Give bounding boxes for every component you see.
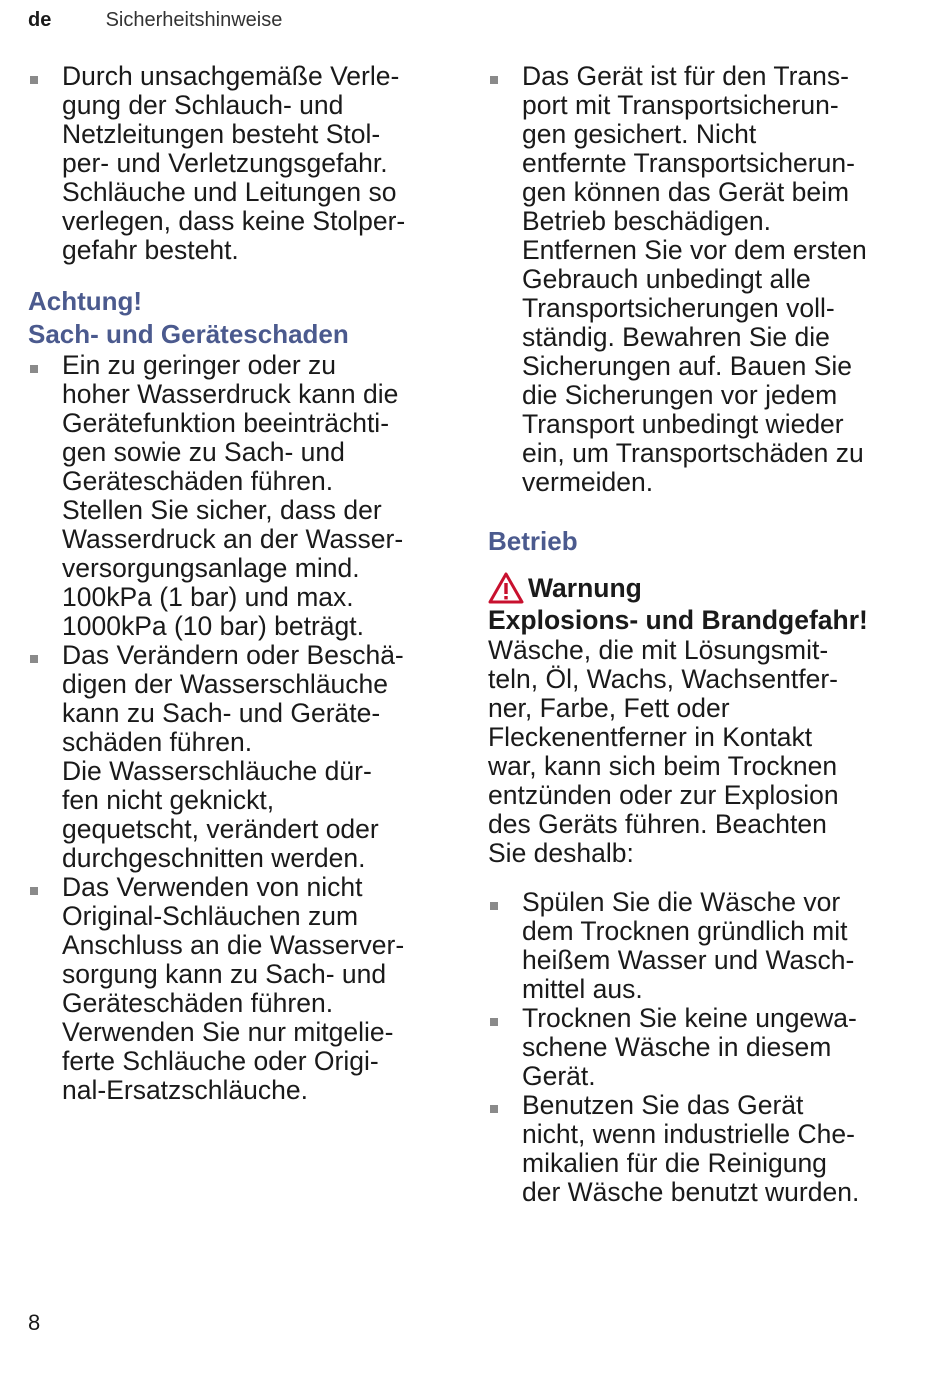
text-line: 100kPa (1 bar) und max. bbox=[62, 582, 354, 612]
list-item bbox=[488, 62, 918, 497]
text-line: Sicherungen auf. Bauen Sie bbox=[522, 351, 853, 381]
list-item-text bbox=[62, 62, 405, 265]
warning-triangle-icon bbox=[488, 572, 524, 604]
list-item-text bbox=[522, 1091, 859, 1207]
text-line: Gerät. bbox=[522, 1061, 596, 1091]
text-line: Betrieb beschädigen. bbox=[522, 206, 771, 236]
page-number: 8 bbox=[28, 1310, 41, 1335]
list-item bbox=[488, 1004, 918, 1091]
text-line: hoher Wasserdruck kann die bbox=[62, 379, 399, 409]
list-item bbox=[488, 888, 918, 1004]
warning-title bbox=[488, 572, 918, 604]
text-line: Original-Schläuchen zum bbox=[62, 901, 359, 931]
text-line: port mit Transportsicherun- bbox=[522, 90, 839, 120]
list-item bbox=[28, 873, 458, 1105]
text-line: kann zu Sach- und Geräte- bbox=[62, 698, 381, 728]
text-line: Das Gerät ist für den Trans- bbox=[522, 61, 849, 91]
text-line: gefahr besteht. bbox=[62, 235, 239, 265]
page-header bbox=[28, 9, 282, 32]
text-line: Schläuche und Leitungen so bbox=[62, 177, 397, 207]
text-line: ner, Farbe, Fett oder bbox=[488, 693, 730, 723]
operation-heading: Betrieb bbox=[488, 526, 578, 556]
list-item-text bbox=[522, 888, 854, 1004]
text-line: entzünden oder zur Explosion bbox=[488, 780, 839, 810]
text-line: Durch unsachgemäße Verle- bbox=[62, 61, 400, 91]
text-line: heißem Wasser und Wasch- bbox=[522, 945, 855, 975]
text-line: gung der Schlauch- und bbox=[62, 90, 344, 120]
bullet-square-icon bbox=[488, 1004, 522, 1091]
text-line: Anschluss an die Wasserver- bbox=[62, 930, 405, 960]
text-line: Wäsche, die mit Lösungsmit- bbox=[488, 635, 829, 665]
text-line: Spülen Sie die Wäsche vor bbox=[522, 887, 841, 917]
text-line: versorgungsanlage mind. bbox=[62, 553, 360, 583]
text-line: die Sicherungen vor jedem bbox=[522, 380, 838, 410]
text-line: gequetscht, verändert oder bbox=[62, 814, 379, 844]
text-line: mittel aus. bbox=[522, 974, 643, 1004]
text-line: gen können das Gerät beim bbox=[522, 177, 850, 207]
warning-title-text: Warnung bbox=[528, 573, 642, 603]
warning-paragraph bbox=[488, 636, 918, 868]
list-item bbox=[28, 62, 458, 265]
bullet-square-icon bbox=[488, 62, 522, 497]
bullet-square-icon bbox=[28, 873, 62, 1105]
text-line: vermeiden. bbox=[522, 467, 654, 497]
list-item bbox=[28, 351, 458, 641]
list-item-text bbox=[522, 1004, 857, 1091]
text-line: Trocknen Sie keine ungewa- bbox=[522, 1003, 857, 1033]
list-item-text bbox=[62, 351, 403, 641]
text-line: verlegen, dass keine Stolper- bbox=[62, 206, 406, 236]
text-line: digen der Wasserschläuche bbox=[62, 669, 389, 699]
warning-subtitle: Explosions- und Brandgefahr! bbox=[488, 605, 868, 635]
text-line: sorgung kann zu Sach- und bbox=[62, 959, 387, 989]
text-line: Gerätefunktion beeinträchti- bbox=[62, 408, 390, 438]
text-line: gen sowie zu Sach- und bbox=[62, 437, 345, 467]
text-line: Geräteschäden führen. bbox=[62, 466, 334, 496]
text-line: gen gesichert. Nicht bbox=[522, 119, 757, 149]
text-line: Fleckenentferner in Kontakt bbox=[488, 722, 813, 752]
bullet-square-icon bbox=[28, 62, 62, 265]
text-line: Die Wasserschläuche dür- bbox=[62, 756, 372, 786]
text-line: Benutzen Sie das Gerät bbox=[522, 1090, 804, 1120]
bullet-square-icon bbox=[28, 351, 62, 641]
caution-heading: Achtung! bbox=[28, 286, 143, 316]
text-line: des Geräts führen. Beachten bbox=[488, 809, 827, 839]
text-line: Ein zu geringer oder zu bbox=[62, 350, 336, 380]
text-line: ein, um Transportschäden zu bbox=[522, 438, 864, 468]
text-line: Verwenden Sie nur mitgelie- bbox=[62, 1017, 394, 1047]
text-line: war, kann sich beim Trocknen bbox=[488, 751, 838, 781]
left-column bbox=[28, 62, 458, 1105]
damage-heading: Sach- und Geräteschaden bbox=[28, 319, 349, 349]
text-line: teln, Öl, Wachs, Wachsentfer- bbox=[488, 664, 838, 694]
list-item bbox=[488, 1091, 918, 1207]
text-line: der Wäsche benutzt wurden. bbox=[522, 1177, 860, 1207]
bullet-square-icon bbox=[28, 641, 62, 873]
text-line: Entfernen Sie vor dem ersten bbox=[522, 235, 867, 265]
text-line: fen nicht geknickt, bbox=[62, 785, 275, 815]
text-line: Das Verwenden von nicht bbox=[62, 872, 363, 902]
text-line: nal-Ersatzschläuche. bbox=[62, 1075, 308, 1105]
text-line: Wasserdruck an der Wasser- bbox=[62, 524, 404, 554]
text-line: Geräteschäden führen. bbox=[62, 988, 334, 1018]
list-item-text bbox=[62, 641, 404, 873]
list-item bbox=[28, 641, 458, 873]
text-line: per- und Verletzungsgefahr. bbox=[62, 148, 388, 178]
text-line: Stellen Sie sicher, dass der bbox=[62, 495, 382, 525]
text-line: entfernte Transportsicherun- bbox=[522, 148, 855, 178]
list-item-text bbox=[62, 873, 404, 1105]
text-line: Netzleitungen besteht Stol- bbox=[62, 119, 381, 149]
text-line: Das Verändern oder Beschä- bbox=[62, 640, 404, 670]
section-title: Sicherheitshinweise bbox=[105, 9, 283, 31]
list-item-text bbox=[522, 62, 867, 497]
text-line: Gebrauch unbedingt alle bbox=[522, 264, 811, 294]
text-line: schäden führen. bbox=[62, 727, 253, 757]
text-line: dem Trocknen gründlich mit bbox=[522, 916, 848, 946]
text-line: Transportsicherungen voll- bbox=[522, 293, 835, 323]
text-line: mikalien für die Reinigung bbox=[522, 1148, 827, 1178]
right-column bbox=[488, 62, 918, 1207]
text-line: nicht, wenn industrielle Che- bbox=[522, 1119, 855, 1149]
text-line: ferte Schläuche oder Origi- bbox=[62, 1046, 379, 1076]
text-line: Sie deshalb: bbox=[488, 838, 634, 868]
bullet-square-icon bbox=[488, 888, 522, 1004]
text-line: ständig. Bewahren Sie die bbox=[522, 322, 830, 352]
text-line: durchgeschnitten werden. bbox=[62, 843, 366, 873]
language-code: de bbox=[28, 9, 52, 31]
text-line: Transport unbedingt wieder bbox=[522, 409, 844, 439]
text-line: schene Wäsche in diesem bbox=[522, 1032, 832, 1062]
bullet-square-icon bbox=[488, 1091, 522, 1207]
text-line: 1000kPa (10 bar) beträgt. bbox=[62, 611, 364, 641]
